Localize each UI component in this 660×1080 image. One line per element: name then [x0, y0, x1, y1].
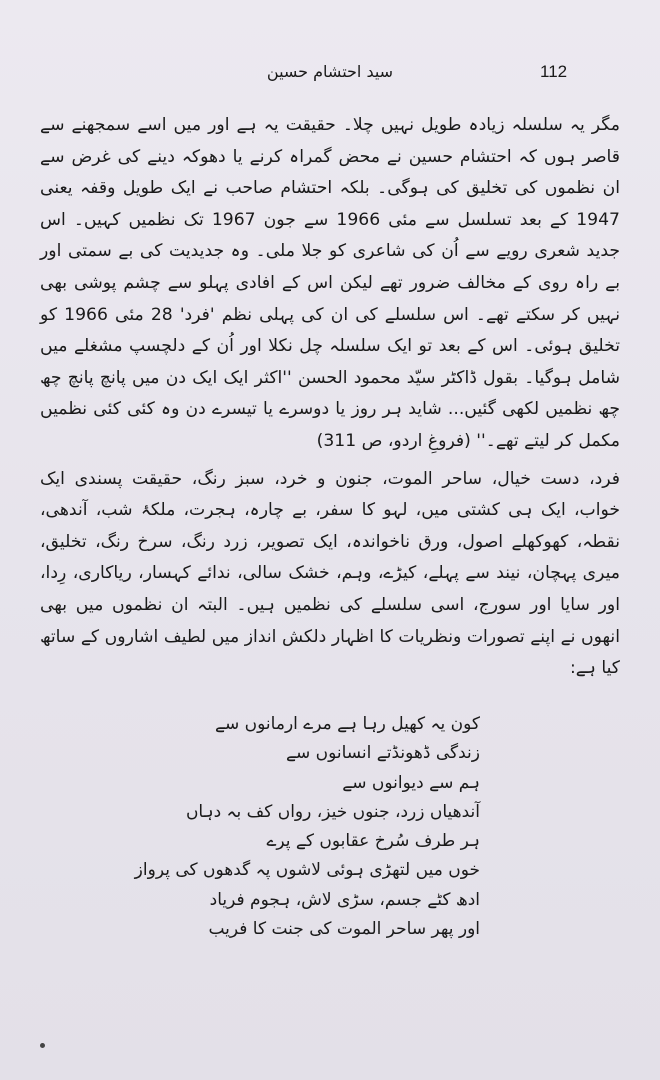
poem-line: کون یہ کھیل رہا ہے مرے ارمانوں سے [215, 714, 480, 734]
body-text [40, 110, 620, 691]
page-number: 112 [540, 62, 568, 81]
poem-line: زندگی ڈھونڈتے انسانوں سے [285, 743, 480, 764]
poem-line: ادھ کٹے جسم، سڑی لاش، ہجوم فریاد [209, 889, 480, 910]
paragraph: مگر یہ سلسلہ زیادہ طویل نہیں چلا۔ حقیقت یہ ہے اور میں اسے سمجھنے سے قاصر ہوں کہ احتشام حسین نے محض گمراہ کرنے یا دھوکہ دینے کی غرض سے ان نظموں کی تخلیق کی ہوگی۔ بلکہ احتشام صاحب نے ایک طویل وقفہ یعنی 1947 کے بعد تسلسل سے مئی 1966 سے جون 1967 تک نظمیں کہیں۔ اس جدید شعری رویے سے اُن کی شاعری کو جلا ملی۔ وہ جدیدیت کی بے سمتی اور بے راہ روی کے مخالف ضرور تھے لیکن اس کے افادی پہلو سے چشم پوشی بھی نہیں کر سکتے تھے۔ اس سلسلے کی ان کی پہلی نظم 'فرد' 28 مئی 1966 کو تخلیق ہوئی۔ اس کے بعد تو ایک سلسلہ چل نکلا اور اُن کے دلچسپ مشغلے میں شامل ہوگیا۔ بقول ڈاکٹر سیّد محمود الحسن ''اکثر ایک ایک دن میں پانچ پانچ چھ چھ نظمیں لکھی گئیں... شاید ہر روز یا دوسرے یا تیسرے دن وہ کئی کئی نظمیں مکمل کر لیتے تھے۔'' (فروغِ اردو، ص 311) [40, 115, 621, 451]
poem-line: خوں میں لتھڑی ہوئی لاشوں پہ گدھوں کی پرواز [134, 860, 480, 881]
poem-line: آندھیاں زرد، جنوں خیز، رواں کف بہ دہاں [185, 801, 480, 822]
poem-line: اور پھر ساحر الموت کی جنت کا فریب [208, 919, 480, 940]
poem-line: ہم سے دیوانوں سے [342, 772, 480, 793]
paragraph: فرد، دست خیال، ساحر الموت، جنون و خرد، سبز رنگ، حقیقت پسندی ایک خواب، ایک ہی کشتی میں، لہو کا سفر، بے چارہ، ہجرت، ملکۂ شب، آندھی، نقطہ، کھوکھلے اصول، ورق ناخواندہ، ایک تصویر، زرد رنگ، سرخ رنگ، تخلیق، میری پہچان، نیند سے پہلے، کیڑے، وہم، خشک سالی، ندائے کہسار، ریاکاری، رِدا، اور سایا اور سورج، اسی سلسلے کی نظمیں ہیں۔ البتہ ان نظموں میں بھی انھوں نے اپنے تصورات ونظریات کا اظہار دلکش انداز میں لطیف اشاروں کے ساتھ کیا ہے: [40, 468, 620, 679]
running-head: سید احتشام حسین [266, 62, 394, 81]
ink-speck [40, 1043, 45, 1048]
page-header [30, 62, 630, 90]
poem-excerpt [134, 710, 480, 944]
poem-line: ہر طرف سُرخ عقابوں کے پرے [266, 831, 480, 852]
